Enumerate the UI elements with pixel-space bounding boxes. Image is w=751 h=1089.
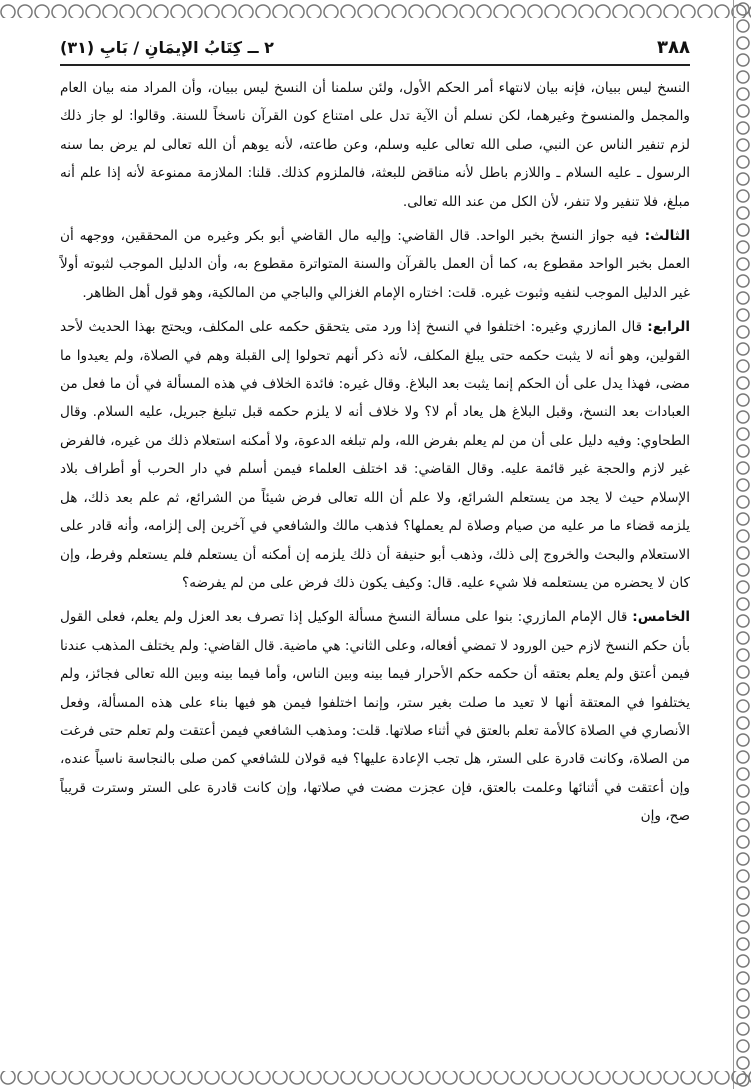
page-body xyxy=(60,74,690,831)
ornamental-border-top xyxy=(0,0,751,18)
page-content xyxy=(60,30,690,1065)
paragraph-lead: الثالث: xyxy=(644,228,690,245)
paragraph xyxy=(60,603,690,830)
paragraph-lead: الرابع: xyxy=(647,319,690,336)
ornamental-border-right xyxy=(729,0,751,1089)
page-number: ٣٨٨ xyxy=(657,36,690,58)
paragraph-text: فيه جواز النسخ بخبر الواحد. قال القاضي: وإليه مال القاضي أبو بكر وغيره من المحققين، ووجهه أن العمل بخبر الواحد مقطوع به، كما أن العمل بالقرآن والسنة المتواترة مقطوع به، وأن الدليل الموجب لثبوته أولاً غير الدليل الموجب لنفيه وثبوت غيره. قلت: اختاره الإمام الغزالي والباجي من المالكية، وهو قول أهل الظاهر. xyxy=(60,228,690,301)
page-header xyxy=(60,30,690,66)
paragraph-lead: الخامس: xyxy=(632,609,690,626)
paragraph xyxy=(60,313,690,597)
paragraph xyxy=(60,74,690,216)
paragraph-text: قال الإمام المازري: بنوا على مسألة النسخ مسألة الوكيل إذا تصرف بعد العزل ولم يعلم، فعلى القول بأن حكم النسخ لازم حين الورود لا تمضي أفعاله، وعلى الثاني: هي ماضية. قال القاضي: ولم يختلف المذهب عندنا فيمن أعتق ولم يعلم بعتقه أن حكمه حكم الأحرار فيما بينه وبين الناس، وأما فيما بينه وبين الله تعالى فجائز، ولم يختلفوا في المعتقة أنها لا تعيد ما صلت بغير ستر، وإنما اختلفوا فيمن هو فيها بناء على هذه المسألة، وفعل الأنصاري في الصلاة كالأمة تعلم بالعتق في أثناء صلاتها. قلت: ومذهب الشافعي فيمن أعتقت ولم تعلم حتى فرغت من الصلاة، وكانت قادرة على الستر، هل تجب الإعادة عليها؟ فيه قولان للشافعي كمن صلى بالنجاسة ناسياً عنده، وإن أعتقت في أثنائها وعلمت بالعتق، فإن عجزت مضت في صلاتها، وإن كانت قادرة على الستر وسترت قريباً صح، وإن xyxy=(60,609,690,825)
paragraph-text: قال المازري وغيره: اختلفوا في النسخ إذا ورد متى يتحقق حكمه على المكلف، ويحتج بهذا الحديث لأحد القولين، وهو أنه لا يثبت حكمه حتى يبلغ المكلف، لأنه ذكر أنهم تحولوا إلى القبلة وهم في الصلاة، ولم يعيدوا ما مضى، فهذا يدل على أن الحكم إنما يثبت بعد البلاغ. وقال غيره: فائدة الخلاف في هذه المسألة في أن ما فعل من العبادات بعد النسخ، وقبل البلاغ هل يعاد أم لا؟ ولا خلاف أنه لا يلزم حكمه قبل تبليغ جبريل، عليه السلام. وقال الطحاوي: وفيه دليل على أن من لم يعلم بفرض الله، ولم تبلغه الدعوة، ولا أمكنه استعلام ذلك من غيره، فالفرض غير لازم والحجة غير قائمة عليه. وقال القاضي: قد اختلف العلماء فيمن أسلم في دار الحرب أو أطراف بلاد الإسلام حيث لا يجد من يستعلم الشرائع، ولا علم أن الله تعالى فرض شيئاً من الشرائع، ثم علم بعد ذلك، هل يلزمه قضاء ما مر عليه من صيام وصلاة لم يعملها؟ فذهب مالك والشافعي في آخرين إلى إلزامه، وأنه قادر على الاستعلام والبحث والخروج إلى ذلك، وذهب أبو حنيفة أن ذلك يلزمه إن أمكنه أن يستعلم فلم يستعلم وفرط، وإن كان لا يحضره من يستعلمه فلا شيء عليه. قال: وكيف يكون ذلك فرض على من لم يفرضه؟ xyxy=(60,319,690,591)
paragraph xyxy=(60,222,690,307)
ornamental-border-bottom xyxy=(0,1071,751,1089)
running-title: ٢ ــ كِتَابُ الإيمَانِ / بَابِ (٣١) xyxy=(60,37,274,57)
paragraph-text: النسخ ليس ببيان، فإنه بيان لانتهاء أمر الحكم الأول، ولئن سلمنا أن النسخ ليس ببيان، وأن المراد منه بيان العام والمجمل والمنسوخ وغيرهما، لكن نسلم أن الآية تدل على امتناع كون القرآن ناسخاً للسنة. وقالوا: لو جاز ذلك لزم تنفير الناس عن النبي، صلى الله تعالى عليه وسلم، وعن طاعته، لأنه يوهم أن الله تعالى لم يرض بما سنه الرسول ـ عليه السلام ـ واللازم باطل لأنه مناقض للبعثة، فالملزوم كذلك. قلنا: الملازمة ممنوعة لأنه إذا علم أنه مبلغ، فلا تنفير ولا تنفر، لأن الكل من عند الله تعالى. xyxy=(60,80,690,210)
